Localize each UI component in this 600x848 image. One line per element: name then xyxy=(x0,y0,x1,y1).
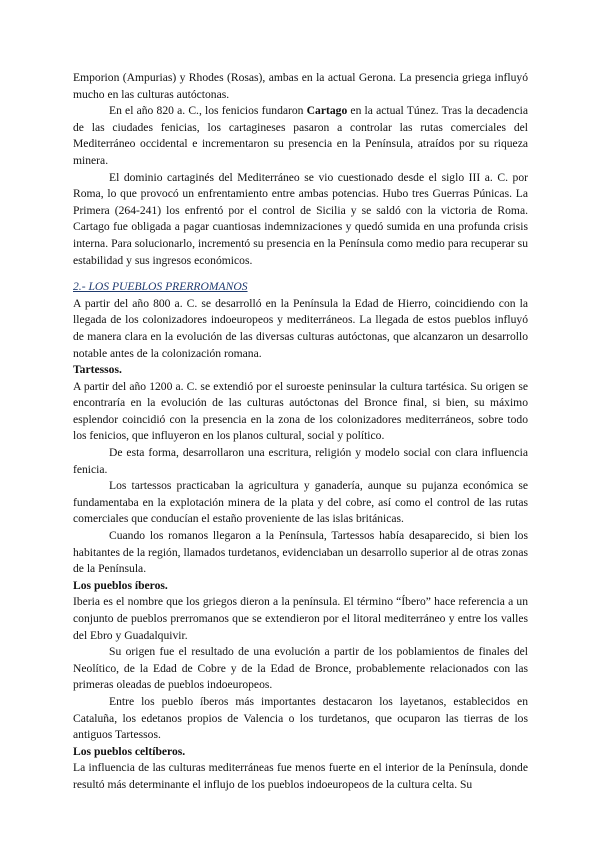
subheading-tartessos: Tartessos. xyxy=(73,363,122,377)
section-title: 2.- LOS PUEBLOS PRERROMANOS xyxy=(73,280,248,294)
paragraph: A partir del año 800 a. C. se desarrolló en la Península la Edad de Hierro, coincidiendo con la llegada de los colonizadores indoeuropeos y mediterráneos. La llegada de estos pueblos influyó de manera clara en la evolución de las diversas culturas autóctonas, que alcanzaron un desarrollo notable antes de la colonización romana. xyxy=(73,296,528,360)
paragraph: La influencia de las culturas mediterráneas fue menos fuerte en el interior de la Península, donde resultó más determinante el influjo de los pueblos indoeuropeos de la cultura celta. Su xyxy=(73,761,528,791)
subheading-iberos: Los pueblos íberos. xyxy=(73,578,168,592)
paragraph: De esta forma, desarrollaron una escritura, religión y modelo social con clara influencia fenicia. xyxy=(73,446,528,476)
paragraph xyxy=(73,103,528,169)
subheading-celtiberos: Los pueblos celtíberos. xyxy=(73,744,186,758)
paragraph-text: En el año 820 a. C., los fenicios fundaron xyxy=(109,104,307,118)
paragraph: Entre los pueblo íberos más importantes destacaron los layetanos, establecidos en Cataluña, los edetanos propios de Valencia o los turdetanos, que ocuparon las tierras de los antiguos Tartessos. xyxy=(73,694,528,742)
paragraph: Iberia es el nombre que los griegos dieron a la península. El término “Íbero” hace referencia a un conjunto de pueblos prerromanos que se extendieron por el litoral mediterráneo y entre los valles del Ebro y Guadalquivir. xyxy=(73,595,528,642)
paragraph: Los tartessos practicaban la agricultura y ganadería, aunque su pujanza económica se fundamentaba en la explotación minera de la plata y del cobre, así como el control de las rutas comerciales que conducían el estaño proveniente de las islas británicas. xyxy=(73,479,528,526)
paragraph: A partir del año 1200 a. C. se extendió por el suroeste peninsular la cultura tartésica. Su origen se encontraría en la evolución de las culturas autóctonas del Bronce final, si bien, su máximo esplendor coincidió con la presencia en la zona de los colonizadores mediterráneos, sobre todo los fenicios, que influyeron en los planos cultural, social y político. xyxy=(73,379,528,443)
paragraph: Su origen fue el resultado de una evolución a partir de los poblamientos de finales del Neolítico, de la Edad de Cobre y de la Edad de Bronce, probablemente relacionados con las primeras oleadas de pueblos indoeuropeos. xyxy=(73,645,528,692)
paragraph: Cuando los romanos llegaron a la Península, Tartessos había desaparecido, si bien los habitantes de la región, llamados turdetanos, evidenciaban un desarrollo superior al de otras zonas de la Península. xyxy=(73,529,528,576)
document-page xyxy=(73,70,528,794)
bold-term-cartago: Cartago xyxy=(306,104,348,118)
paragraph-text: en la actual Túnez. Tras la decadencia de las ciudades fenicias, los cartagineses pasaron a controlar las rutas comerciales del Mediterráneo occidental e incrementaron su presencia en la Península, atraídos por su riqueza minera. xyxy=(73,104,528,167)
paragraph: Emporion (Ampurias) y Rhodes (Rosas), ambas en la actual Gerona. La presencia griega influyó mucho en las culturas autóctonas. xyxy=(73,71,528,101)
paragraph: El dominio cartaginés del Mediterráneo se vio cuestionado desde el siglo III a. C. por Roma, lo que provocó un enfrentamiento entre ambas potencias. Hubo tres Guerras Púnicas. La Primera (264-241) los enfrentó por el control de Sicilia y se saldó con la victoria de Roma. Cartago fue obligada a pagar cuantiosas indemnizaciones y quedó sumida en una profunda crisis interna. Para solucionarlo, incrementó su presencia en la Península como medio para recuperar su estabilidad y sus ingresos económicos. xyxy=(73,170,528,267)
